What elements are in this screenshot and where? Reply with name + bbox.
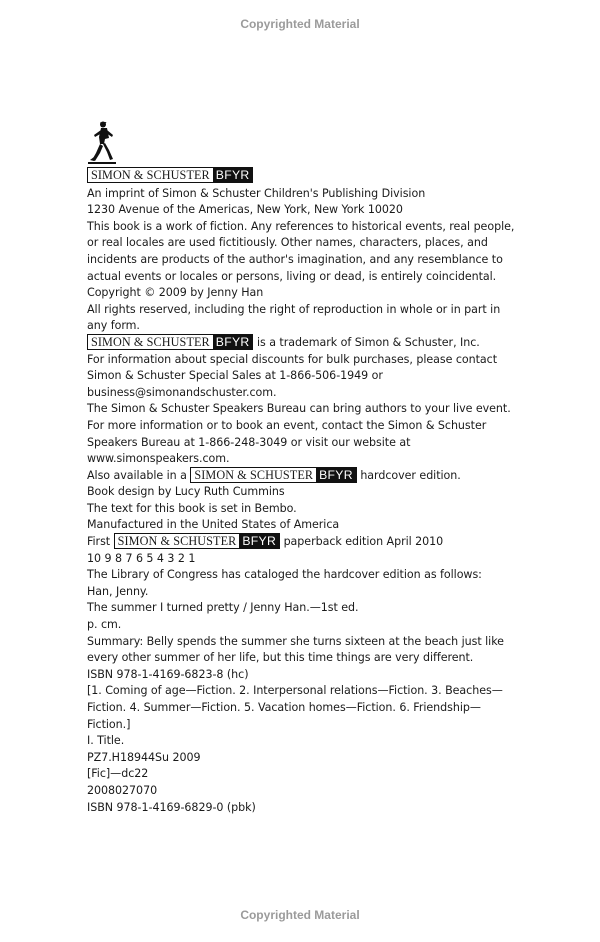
book-design-line: Book design by Lucy Ruth Cummins [87,485,285,499]
trademark-text: is a trademark of Simon & Schuster, Inc. [256,335,480,349]
copyright-page-body [87,168,517,816]
logo-imprint-name: BFYR [213,168,253,182]
logo-imprint-name: BFYR [213,335,253,349]
manufactured-line: Manufactured in the United States of America [87,518,340,532]
simon-schuster-bfyr-logo [190,467,356,483]
cip-isbn-pbk: ISBN 978-1-4169-6829-0 (pbk) [87,800,256,814]
sower-figure-icon [86,120,118,164]
logo-publisher-name: SIMON & SCHUSTER [91,334,210,349]
typeface-line: The text for this book is set in Bembo. [87,501,297,515]
simon-schuster-bfyr-logo [114,533,280,549]
special-sales-notice: For information about special discounts for bulk purchases, please contact Simon & Schuster Special Sales at 1-866-506-1949 or business@simonandschuster.com. [87,352,498,399]
cip-lccn: 2008027070 [87,783,158,797]
speakers-bureau-notice: The Simon & Schuster Speakers Bureau can bring authors to your live event. For more information or to book an event, contact the Simon & Schuster Speakers Bureau at 1-866-248-3049 or visit our website at www.simonspeakers.com. [87,402,511,466]
cip-title-entry: I. Title. [87,734,125,748]
also-available-line [87,468,517,485]
cip-subjects: [1. Coming of age—Fiction. 2. Interpersonal relations—Fiction. 3. Beaches—Fiction. 4. Summer—Fiction. 5. Vacation homes—Fiction. 6. Friendship—Fiction.] [87,684,503,731]
logo-publisher-name: SIMON & SCHUSTER [91,168,210,182]
printing-line: 10 9 8 7 6 5 4 3 2 1 [87,551,196,565]
fiction-notice: This book is a work of fiction. Any references to historical events, real people, or real locales are used fictitiously. Other names, characters, places, and incidents are products of the author's imagination, and any resemblance to actual events or locales or persons, living or dead, is entirely coincidental. [87,219,515,283]
cip-title: The summer I turned pretty / Jenny Han.—1st ed. [87,601,359,615]
also-available-prefix: Also available in a [87,468,187,482]
first-edition-prefix: First [87,535,111,549]
cip-summary: Summary: Belly spends the summer she turns sixteen at the beach just like every other summer of her life, but this time things are very different. [87,634,504,665]
simon-schuster-bfyr-logo [87,334,253,350]
cip-call-number: PZ7.H18944Su 2009 [87,750,201,764]
copyright-watermark-bottom: Copyrighted Material [240,908,360,922]
cip-dewey: [Fic]—dc22 [87,767,149,781]
address-line: 1230 Avenue of the Americas, New York, New York 10020 [87,203,403,217]
imprint-line: An imprint of Simon & Schuster Children's Publishing Division [87,186,426,200]
first-edition-suffix: paperback edition April 2010 [283,535,444,549]
copyright-line: Copyright © 2009 by Jenny Han [87,286,264,300]
cip-author: Han, Jenny. [87,584,149,598]
also-available-suffix: hardcover edition. [360,468,461,482]
logo-publisher-name: SIMON & SCHUSTER [194,467,314,482]
logo-publisher-name: SIMON & SCHUSTER [117,534,237,549]
logo-imprint-name: BFYR [239,534,279,548]
logo-imprint-name: BFYR [316,468,356,482]
trademark-line [87,335,517,352]
copyright-watermark-top: Copyrighted Material [240,17,360,31]
cip-pages: p. cm. [87,618,122,632]
first-edition-line [87,534,517,551]
simon-schuster-bfyr-logo [87,167,253,183]
publisher-logo [87,168,517,185]
loc-intro-line: The Library of Congress has cataloged the hardcover edition as follows: [87,568,482,582]
rights-line: All rights reserved, including the right of reproduction in whole or in part in any form. [87,302,501,333]
cip-isbn-hc: ISBN 978-1-4169-6823-8 (hc) [87,667,249,681]
